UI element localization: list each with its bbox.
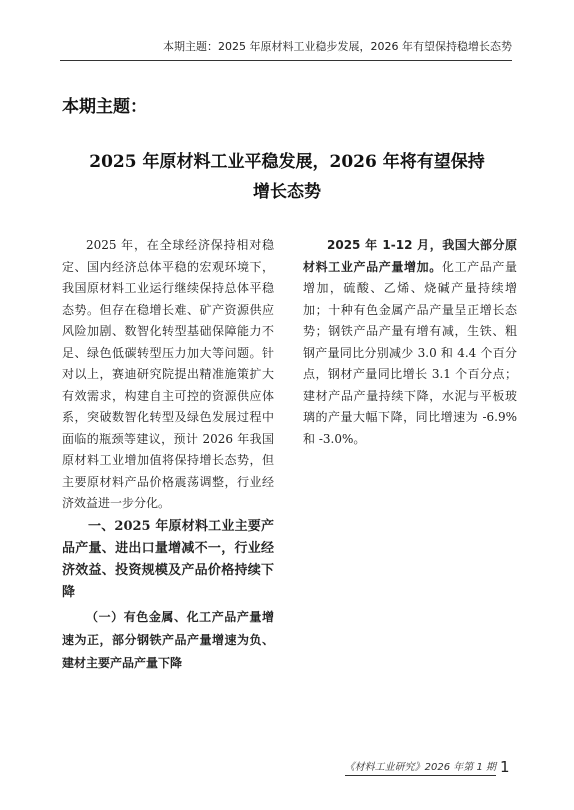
article-title-line-2: 增长态势: [253, 182, 321, 202]
running-header: 本期主题：2025 年原材料工业稳步发展，2026 年有望保持稳增长态势: [60, 38, 512, 61]
paragraph-body: 化工产品产量增加，硫酸、乙烯、烧碱产量持续增加；十种有色金属产品产量呈正增长态势；钢铁产品产量有增有减，生铁、粗钢产量同比分别减少 3.0 和 4.4 个百分点，钢材产量同比增长 3.1 个百分点；建材产品产量持续下降，水泥与平板玻璃的产量大幅下降，同比增速为 -6.9% 和 -3.0%。: [303, 259, 517, 446]
article-title-line-1: 2025 年原材料工业平稳发展，2026 年将有望保持: [89, 152, 485, 172]
paragraph-lead: 2025 年 1-12 月，我国大部分原材料工业产品产量增加。: [303, 238, 517, 274]
section-heading-1: 一、2025 年原材料工业主要产品产量、进出口量增减不一，行业经济效益、投资规模及产品价格持续下降: [62, 518, 274, 600]
article-title: [70, 147, 504, 207]
subsection-heading-1: （一）有色金属、化工产品产量增速为正，部分钢铁产品产量增速为负、建材主要产品产量下降: [62, 609, 274, 670]
output-paragraph: [303, 235, 517, 450]
right-column: [303, 235, 517, 450]
page-number: 1: [500, 758, 510, 776]
intro-paragraph: 2025 年，在全球经济保持相对稳定、国内经济总体平稳的宏观环境下，我国原材料工业运行继续保持总体平稳态势。但存在稳增长难、矿产资源供应风险加剧、数智化转型基础保障能力不足、绿色低碳转型压力加大等问题。针对以上，赛迪研究院提出精准施策扩大有效需求，构建自主可控的资源供应体系，突破数智化转型及绿色发展过程中面临的瓶颈等建议，预计 2026 年我国原材料工业增加值将保持增长态势，但主要原材料产品价格震荡调整，行业经济效益进一步分化。: [62, 238, 274, 510]
left-column: [62, 235, 274, 675]
topic-label: 本期主题：: [62, 97, 147, 117]
journal-footer: 《材料工业研究》2026 年第 1 期: [345, 758, 496, 776]
